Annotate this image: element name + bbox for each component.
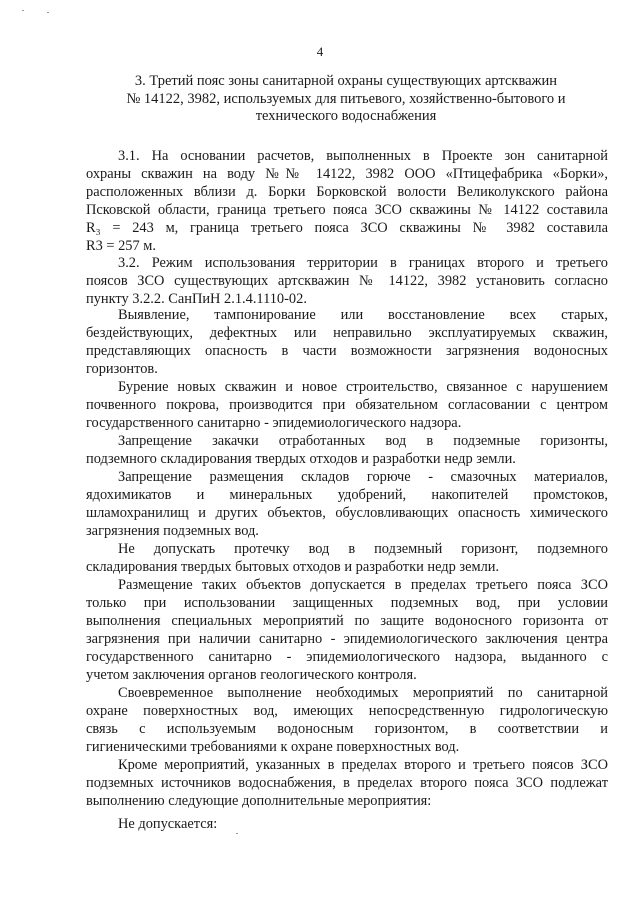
text-line: охраны скважин на воду №№ 14122, 3982 ООО «Птицефабрика «Борки», [86,166,608,182]
text-line: только при использовании защищенных подземных вод, при условии [86,595,608,611]
text-line: связь с используемым водоносным горизонтом, в соответствии и [86,721,608,737]
text-line: подземного складирования твердых отходов и разработки недр земли. [86,451,516,467]
scan-speck [47,12,49,13]
text-line: бездействующих, дефектных или неправильно эксплуатируемых скважин, [86,325,608,341]
page-number: 4 [316,44,324,59]
text-line: загрязнения подземных вод. [86,523,259,539]
heading-line: технического водоснабжения [255,108,437,124]
text-line: Своевременное выполнение необходимых мероприятий по санитарной [118,685,608,701]
text-line: Не допускается: [118,816,218,832]
text-line: пункту 3.2.2. СанПиН 2.1.4.1110-02. [86,291,307,307]
text-line: R3 = 257 м. [86,238,156,254]
text-line: R₃ = 243 м, граница третьего пояса ЗСО скважины № 3982 составила [86,220,608,236]
text-line: почвенного покрова, производится при обязательном согласовании с центром [86,397,608,413]
text-line: 3.2. Режим использования территории в границах второго и третьего [118,255,608,271]
text-line: гигиеническими требованиями к охране поверхностных вод. [86,739,460,755]
text-line: Выявление, тампонирование или восстановление всех старых, [118,307,608,323]
text-line: Бурение новых скважин и новое строительство, связанное с нарушением [118,379,608,395]
text-line: выполнения специальных мероприятий по защите водоносного горизонта от [86,613,608,629]
scan-speck [22,10,24,11]
heading-line: № 14122, 3982, используемых для питьевого, хозяйственно-бытового и [126,90,566,107]
text-line: подземных источников водоснабжения, в пределах второго пояса ЗСО подлежат [86,775,608,791]
text-line: Запрещение размещения складов горюче - смазочных материалов, [118,469,608,485]
text-line: поясов ЗСО существующих артскважин № 14122, 3982 установить согласно [86,273,608,289]
text-line: учетом заключения органов геологического контроля. [86,667,417,683]
text-line: Запрещение закачки отработанных вод в подземные горизонты, [118,433,608,449]
text-line: горизонтов. [86,361,158,377]
text-line: 3.1. На основании расчетов, выполненных в Проекте зон санитарной [118,148,608,164]
text-line: Не допускать протечку вод в подземный горизонт, подземного [118,541,608,557]
text-line: охране поверхностных вод, имеющих непосредственную гидрологическую [86,703,608,719]
text-line: Размещение таких объектов допускается в пределах третьего пояса ЗСО [118,577,608,593]
text-line: ядохимикатов и минеральных удобрений, накопителей промстоков, [86,487,608,503]
heading-line: 3. Третий пояс зоны санитарной охраны существующих артскважин [134,73,558,89]
scan-speck [236,833,238,834]
text-line: шламохранилищ и других объектов, обусловливающих опасность химического [86,505,608,521]
text-line: государственного санитарно - эпидемиологического надзора. [86,415,462,431]
text-line: государственного санитарно - эпидемиологического надзора, выданного с [86,649,608,665]
text-line: выполнению следующие дополнительные мероприятия: [86,793,432,809]
text-line: расположенных вблизи д. Борки Борковской волости Великолукского района [86,184,608,200]
text-line: представляющих опасность в части возможности загрязнения водоносных [86,343,608,359]
text-line: Псковской области, граница третьего пояса ЗСО скважины № 14122 составила [86,202,608,218]
section-heading [86,73,606,126]
text-line: Кроме мероприятий, указанных в пределах второго и третьего поясов ЗСО [118,757,608,773]
text-line: загрязнения при наличии санитарно - эпидемиологического заключения центра [86,631,608,647]
text-line: складирования твердых бытовых отходов и разработки недр земли. [86,559,500,575]
